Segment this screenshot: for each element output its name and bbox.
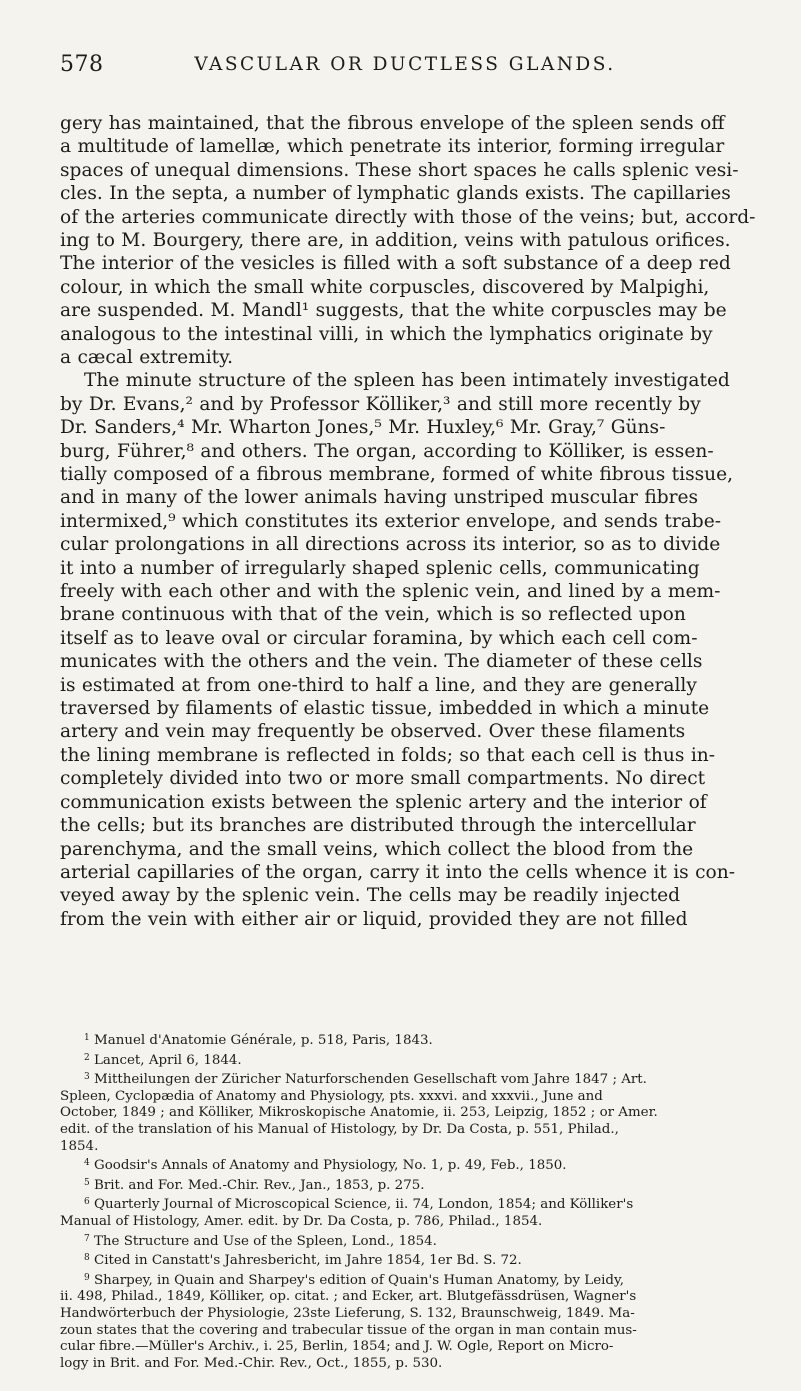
page-header [60,52,750,82]
footnote: $^9$ Sharpey, in Quain and Sharpey's edition of Quain's Human Anatomy, by Leidy, ii. 498, Philad., 1849, Kölliker, op. citat. ; and Ecker, art. Blutgefässdrüsen, Wagner's Handwörterbuch der Physiologie, 23ste Lieferung, S. 132, Braunschweig, 1849. Ma- zoun states that the covering and trabecular tissue of the organ in man contain mus- cular fibre.—Müller's Archiv., i. 25, Berlin, 1854; and J. W. Ogle, Report on Micro- logy in Brit. and For. Med.-Chir. Rev., Oct., 1855, p. 530. [60,1272,637,1371]
footnote: $^4$ Goodsir's Annals of Anatomy and Physiology, No. 1, p. 49, Feb., 1850. [84,1158,567,1174]
body-paragraph: gery has maintained, that the fibrous envelope of the spleen sends off a multitude of lamellæ, which penetrate its interior, forming irregular spaces of unequal dimensions. These short spaces he calls splenic vesi- cles. In the septa, a number of lymphatic glands exists. The capillaries of the arteries communicate directly with those of the veins; but, accord- ing to M. Bourgery, there are, in addition, veins with patulous orifices. The interior of the vesicles is filled with a soft substance of a deep red colour, in which the small white corpuscles, discovered by Malpighi, are suspended. M. Mandl¹ suggests, that the white corpuscles may be analogous to the intestinal villi, in which the lymphatics originate by a cæcal extremity. [60,113,756,369]
footnote: $^2$ Lancet, April 6, 1844. [84,1052,242,1068]
footnote: $^3$ Mittheilungen der Züricher Naturforschenden Gesellschaft vom Jahre 1847 ; Art. Spleen, Cyclopædia of Anatomy and Physiology, pts. xxxvi. and xxxvii., June and October, 1849 ; and Kölliker, Mikroskopische Anatomie, ii. 253, Leipzig, 1852 ; or Amer. edit. of the translation of his Manual of Histology, by Dr. Da Costa, p. 551, Philad., 1854. [60,1072,658,1154]
page-number: 578 [60,52,104,77]
footnote: $^5$ Brit. and For. Med.-Chir. Rev., Jan., 1853, p. 275. [84,1177,425,1193]
footnote: $^1$ Manuel d'Anatomie Générale, p. 518, Paris, 1843. [84,1033,433,1048]
footnote: $^7$ The Structure and Use of the Spleen, Lond., 1854. [84,1233,437,1249]
footnote: $^6$ Quarterly Journal of Microscopical Science, ii. 74, London, 1854; and Kölliker's Manual of Histology, Amer. edit. by Dr. Da Costa, p. 786, Philad., 1854. [60,1197,634,1229]
footnotes [60,1030,760,1372]
body-paragraph: The minute structure of the spleen has been intimately investigated by Dr. Evans,² and by Professor Kölliker,³ and still more recently by Dr. Sanders,⁴ Mr. Wharton Jones,⁵ Mr. Huxley,⁶ Mr. Gray,⁷ Güns- burg, Führer,⁸ and others. The organ, according to Kölliker, is essen- tially composed of a fibrous membrane, formed of white fibrous tissue, and in many of the lower animals having unstriped muscular fibres intermixed,⁹ which constitutes its exterior envelope, and sends trabe- cular prolongations in all directions across its interior, so as to divide it into a number of irregularly shaped splenic cells, communicating freely with each other and with the splenic vein, and lined by a mem- brane continuous with that of the vein, which is so reflected upon itself as to leave oval or circular foramina, by which each cell com- municates with the others and the vein. The diameter of these cells is estimated at from one-third to half a line, and they are generally traversed by filaments of elastic tissue, imbedded in which a minute artery and vein may frequently be observed. Over these filaments the lining membrane is reflected in folds; so that each cell is thus in- completely divided into two or more small compartments. No direct communication exists between the splenic artery and the interior of the cells; but its branches are distributed through the intercellular parenchyma, and the small veins, which collect the blood from the arterial capillaries of the organ, carry it into the cells whence it is con- veyed away by the splenic vein. The cells may be readily injected from the vein with either air or liquid, provided they are not filled [60,370,735,930]
running-head: VASCULAR OR DUCTLESS GLANDS. [194,54,616,75]
footnote: $^8$ Cited in Canstatt's Jahresbericht, im Jahre 1854, 1er Bd. S. 72. [84,1253,522,1269]
